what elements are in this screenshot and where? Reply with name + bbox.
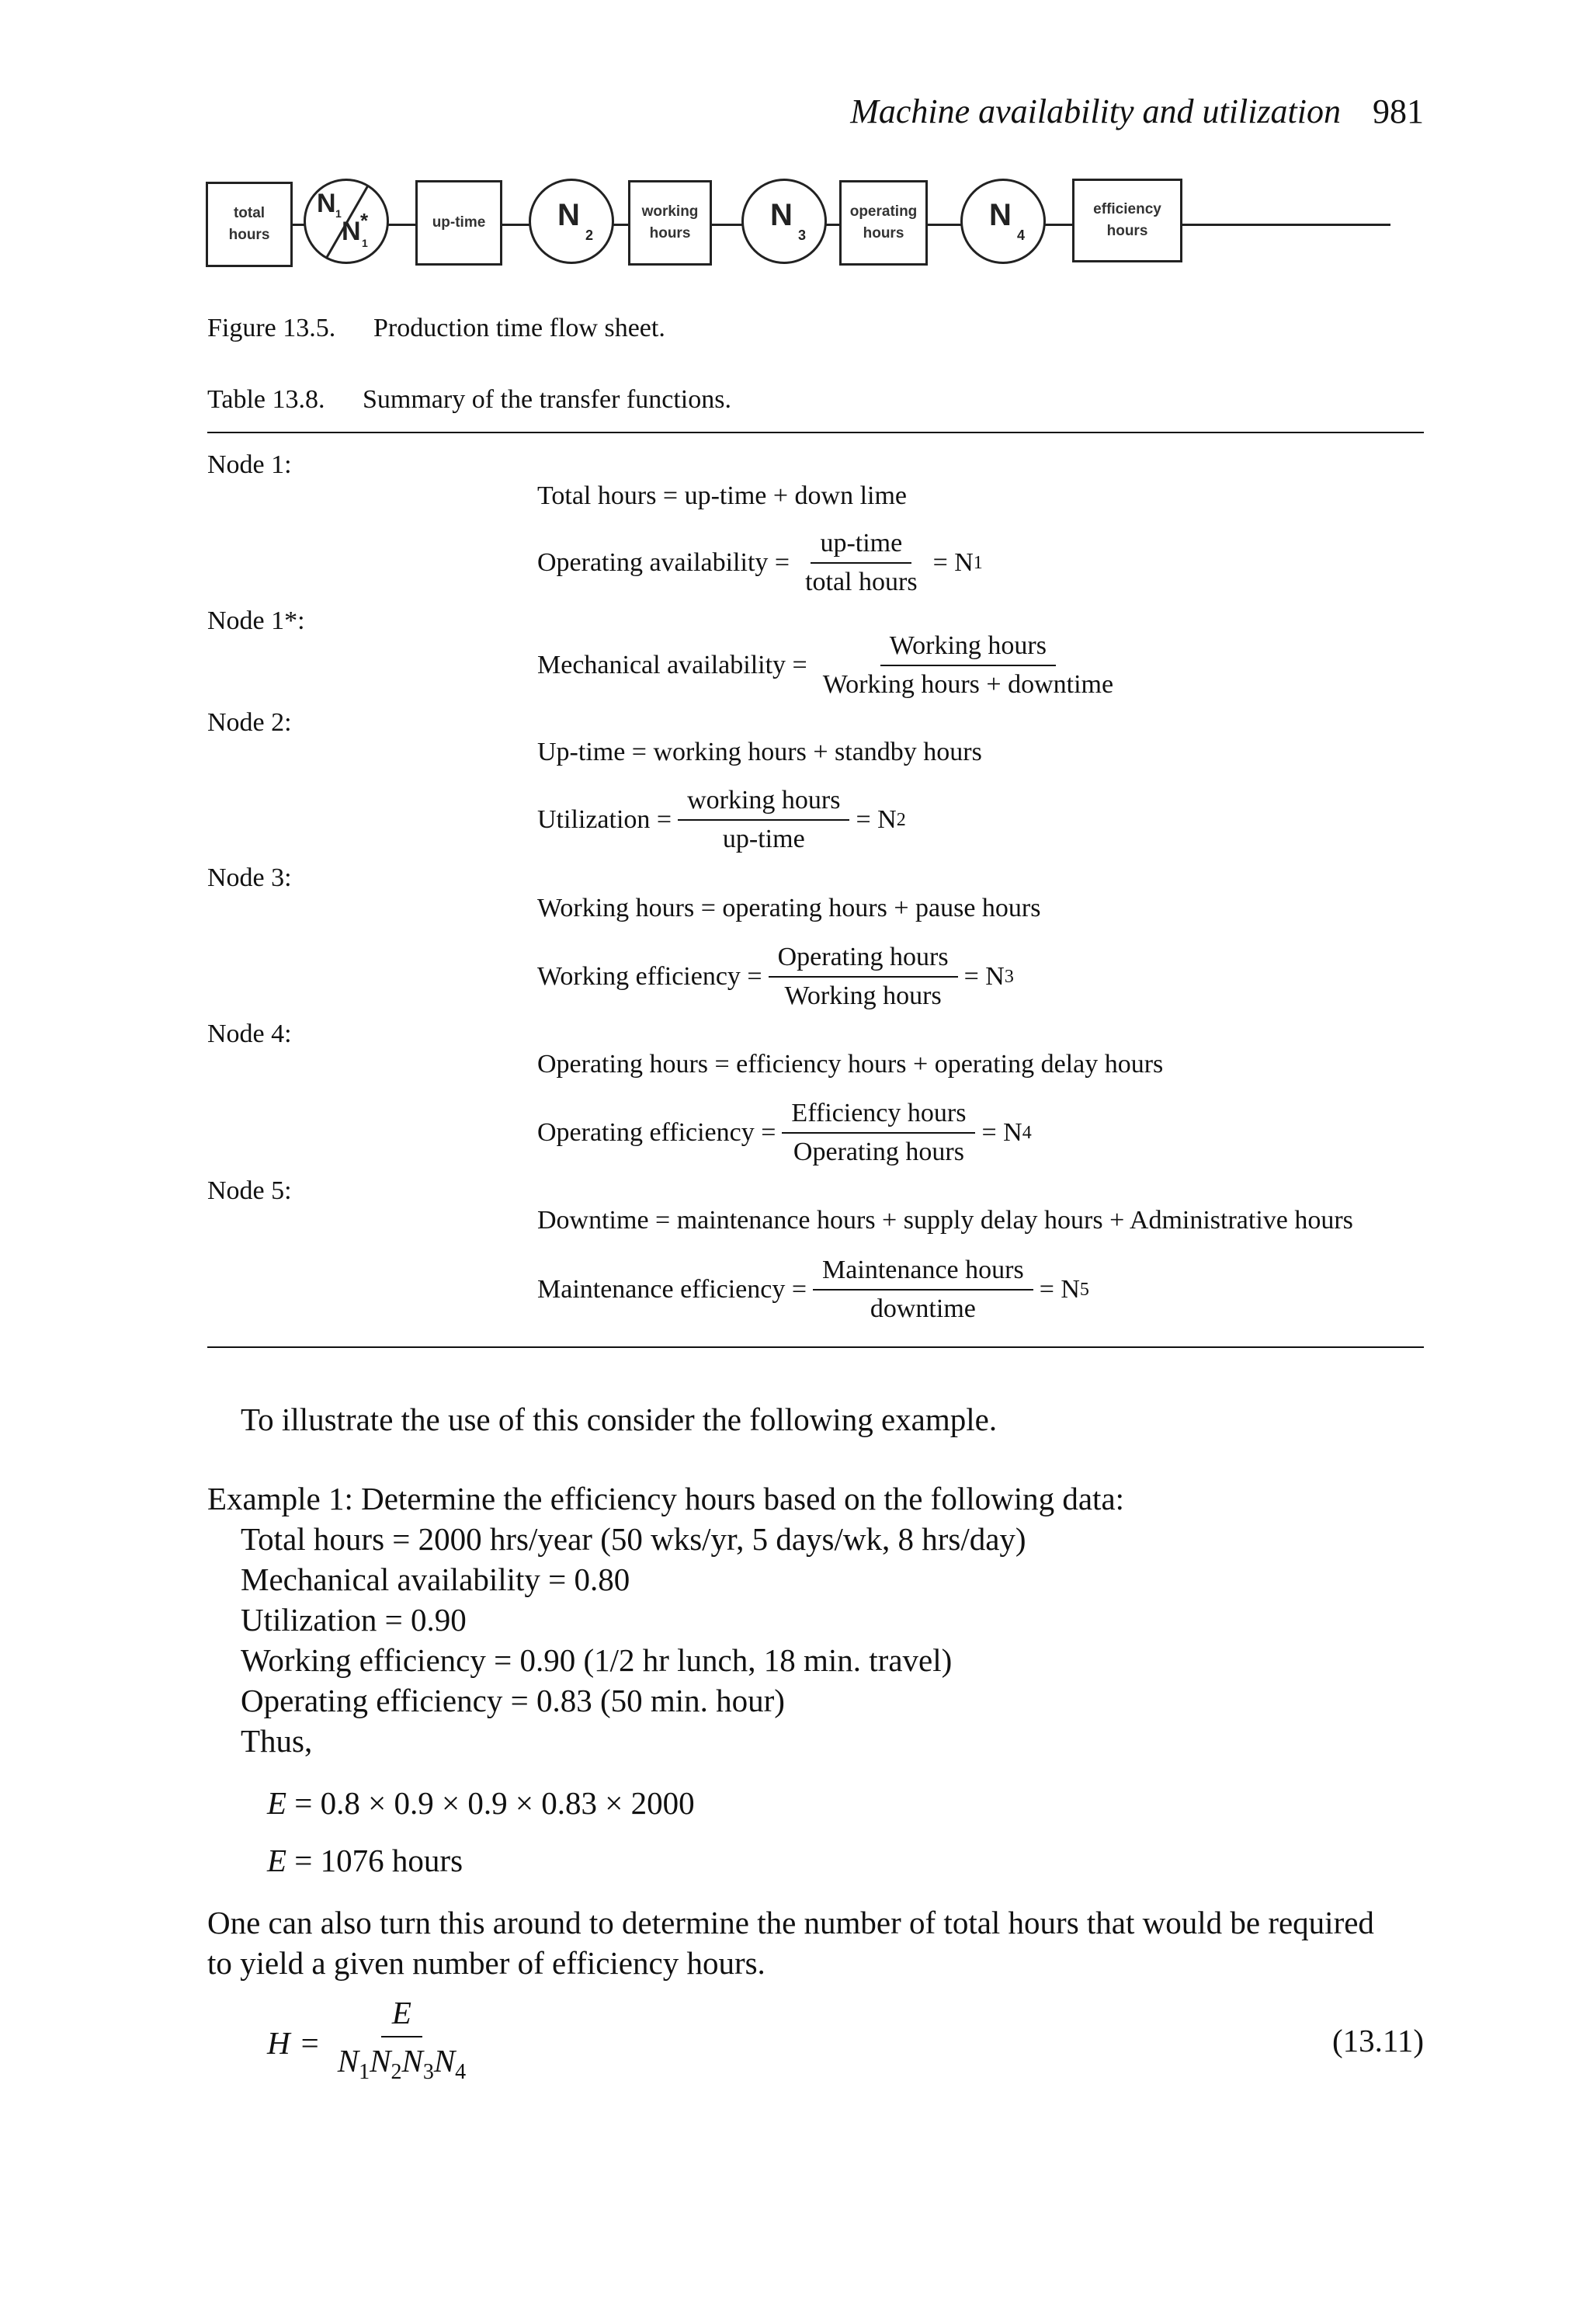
example-data-line: Operating efficiency = 0.83 (50 min. hour) bbox=[241, 1683, 785, 1718]
node-4-fraction: $\frac{\text{Efficiency hours}}{\text{Operating hours}}$ bbox=[782, 1098, 975, 1168]
node-4-symbol: N bbox=[989, 198, 1012, 232]
equation-number: (13.11) bbox=[1331, 2023, 1424, 2058]
node-1-star-mark: * bbox=[360, 209, 369, 232]
example-data-line: Thus, bbox=[241, 1723, 313, 1759]
node-5-equation-2: Maintenance efficiency = $\frac{\text{Maintenance hours}}{\text{downtime}}$ = N 5 bbox=[537, 1256, 1089, 1323]
table-top-rule bbox=[207, 432, 1424, 433]
node-2-fraction: $\frac{\text{working hours}}{\text{up-time}}$ bbox=[678, 785, 849, 855]
page-number: 981 bbox=[1373, 92, 1424, 130]
node-3-symbol: N bbox=[770, 198, 793, 232]
node-2-subscript: 2 bbox=[585, 228, 594, 243]
node-2-equation-2: Utilization = $\frac{\text{working hours}}{\text{up-time}}$ = N 2 bbox=[537, 786, 906, 853]
node-4-equation-2: Operating efficiency = $\frac{\text{Efficiency hours}}{\text{Operating hours}}$ = N 4 bbox=[537, 1099, 1032, 1166]
node-3-equation-2: Working efficiency = $\frac{\text{Operating hours}}{\text{Working hours}}$ = N 3 bbox=[537, 943, 1014, 1010]
equation-e-result: E = 1076 hours bbox=[267, 1843, 463, 1878]
equation-13-11: H = $\frac{E}{N_1N_2N_3N_4}$ bbox=[267, 1994, 484, 2091]
node-1-symbol: N bbox=[317, 189, 336, 218]
node-2-circle bbox=[529, 179, 614, 264]
node-1-circle bbox=[304, 179, 389, 264]
example-data-line: Working efficiency = 0.90 (1/2 hr lunch, 18 min. travel) bbox=[241, 1642, 953, 1678]
box-efficiency-hours: efficiency hours bbox=[1072, 179, 1182, 262]
node-4-label: Node 4: bbox=[207, 1020, 292, 1048]
node-4-equation-1: Operating hours = efficiency hours + operating delay hours bbox=[537, 1050, 1164, 1079]
node-1-equation-1: Total hours = up-time + down lime bbox=[537, 481, 908, 510]
running-header bbox=[850, 92, 1424, 131]
figure-caption-text: Production time flow sheet. bbox=[373, 314, 665, 342]
header-title: Machine availability and utilization bbox=[850, 92, 1341, 130]
node-4-circle bbox=[960, 179, 1046, 264]
example-data-line: Utilization = 0.90 bbox=[241, 1602, 467, 1638]
box-operating-hours: operating hours bbox=[839, 180, 928, 266]
node-4-subscript: 4 bbox=[1017, 228, 1026, 243]
node-1-star-label: Node 1*: bbox=[207, 606, 305, 635]
figure-caption bbox=[207, 314, 665, 343]
box-working-hours: working hours bbox=[628, 180, 712, 266]
node-3-label: Node 3: bbox=[207, 863, 292, 892]
table-caption bbox=[207, 385, 731, 415]
table-caption-label: Table 13.8. bbox=[207, 385, 325, 414]
equation-13-11-lhs: H bbox=[267, 2024, 290, 2061]
node-3-circle bbox=[741, 179, 827, 264]
node-5-equation-1: Downtime = maintenance hours + supply delay hours + Administrative hours bbox=[537, 1206, 1353, 1235]
node-3-equation-1: Working hours = operating hours + pause hours bbox=[537, 894, 1041, 922]
box-total-hours: total hours bbox=[206, 182, 293, 267]
example-title: Example 1: Determine the efficiency hours based on the following data: bbox=[207, 1481, 1125, 1516]
node-1-equation-2: Operating availability = $\frac{\text{up-time}}{\text{total hours}}$ = N 1 bbox=[537, 529, 983, 596]
equation-13-11-fraction: $\frac{E}{N_1N_2N_3N_4}$ bbox=[337, 1995, 467, 2085]
example-data-line: Total hours = 2000 hrs/year (50 wks/yr, 5 days/wk, 8 hrs/day) bbox=[241, 1521, 1026, 1557]
node-3-fraction: $\frac{\text{Operating hours}}{\text{Working hours}}$ bbox=[769, 942, 958, 1012]
box-up-time: up-time bbox=[415, 180, 502, 266]
node-2-label: Node 2: bbox=[207, 708, 292, 737]
table-caption-text: Summary of the transfer functions. bbox=[363, 385, 731, 414]
node-3-subscript: 3 bbox=[798, 228, 807, 243]
node-2-equation-1: Up-time = working hours + standby hours bbox=[537, 738, 982, 766]
node-5-fraction: $\frac{\text{Maintenance hours}}{\text{downtime}}$ bbox=[813, 1255, 1033, 1325]
example-data-line: Mechanical availability = 0.80 bbox=[241, 1561, 630, 1597]
node-1-star-subscript: 1 bbox=[362, 237, 368, 249]
equation-e-product: E = 0.8 × 0.9 × 0.9 × 0.83 × 2000 bbox=[267, 1785, 695, 1821]
node-1-fraction: $\frac{\text{up-time}}{\text{total hours}}$ bbox=[805, 529, 918, 596]
node-1-subscript: 1 bbox=[335, 207, 342, 220]
node-1-star-fraction: $\frac{\text{Working hours}}{\text{Working hours + downtime}}$ bbox=[822, 631, 1114, 699]
paragraph-line: One can also turn this around to determine the number of total hours that would be required bbox=[207, 1905, 1374, 1940]
table-bottom-rule bbox=[207, 1346, 1424, 1348]
node-1-label: Node 1: bbox=[207, 450, 292, 479]
node-1-star-symbol: N bbox=[342, 217, 361, 246]
paragraph-line: to yield a given number of efficiency hours. bbox=[207, 1945, 765, 1981]
node-2-symbol: N bbox=[557, 198, 580, 232]
node-1-star-equation: Mechanical availability = $\frac{\text{Working hours}}{\text{Working hours + downtime}}$ bbox=[537, 631, 1129, 700]
intro-paragraph: To illustrate the use of this consider the following example. bbox=[241, 1402, 998, 1437]
figure-caption-label: Figure 13.5. bbox=[207, 314, 336, 342]
node-5-label: Node 5: bbox=[207, 1176, 292, 1205]
